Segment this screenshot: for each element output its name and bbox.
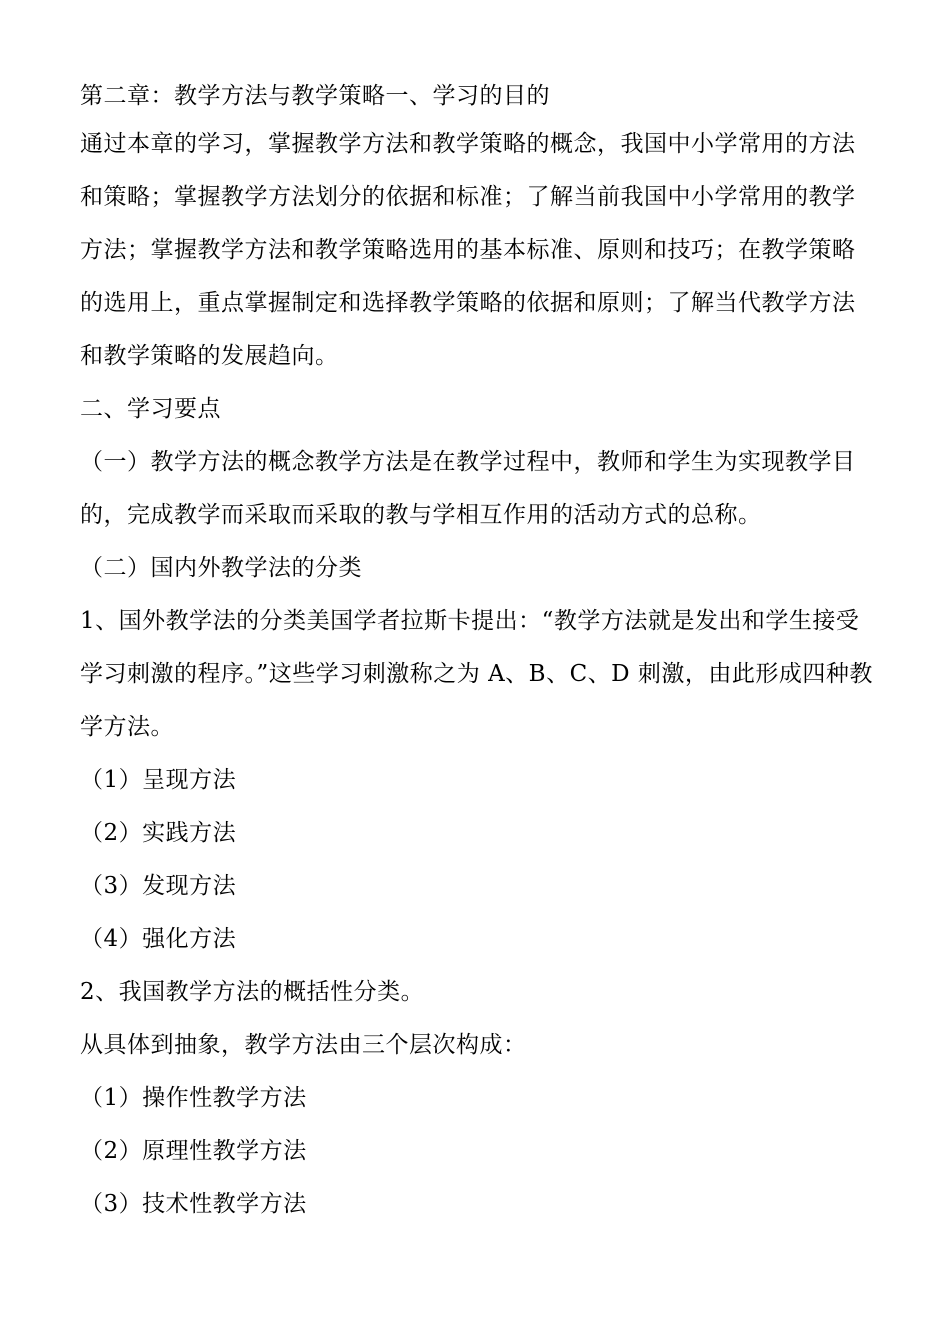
chapter-title: 第二章：教学方法与教学策略一、学习的目的 — [80, 83, 550, 109]
paragraph-line: 2、我国教学方法的概括性分类。 — [80, 979, 425, 1005]
list-item: （3）技术性教学方法 — [80, 1191, 307, 1217]
paragraph-line: 的，完成教学而采取而采取的教与学相互作用的活动方式的总称。 — [80, 502, 762, 528]
paragraph-line: 和教学策略的发展趋向。 — [80, 343, 339, 369]
list-item: （2）原理性教学方法 — [80, 1138, 307, 1164]
document-body — [80, 74, 880, 1231]
list-item: （1）呈现方法 — [80, 767, 237, 793]
list-item: （4）强化方法 — [80, 926, 237, 952]
subsection-heading: （二）国内外教学法的分类 — [80, 555, 362, 581]
list-item: （1）操作性教学方法 — [80, 1085, 307, 1111]
list-item: （3）发现方法 — [80, 873, 237, 899]
paragraph-line: 的选用上，重点掌握制定和选择教学策略的依据和原则；了解当代教学方法 — [80, 290, 856, 316]
paragraph-line: 和策略；掌握教学方法划分的依据和标准；了解当前我国中小学常用的教学 — [80, 184, 856, 210]
paragraph-line: 方法；掌握教学方法和教学策略选用的基本标准、原则和技巧；在教学策略 — [80, 237, 856, 263]
paragraph-line: 学方法。 — [80, 714, 174, 740]
paragraph-line: 通过本章的学习，掌握教学方法和教学策略的概念，我国中小学常用的方法 — [80, 131, 856, 157]
list-item: （2）实践方法 — [80, 820, 237, 846]
paragraph-line: （一）教学方法的概念教学方法是在教学过程中，教师和学生为实现教学目 — [80, 449, 856, 475]
paragraph-line: 学习刺激的程序。”这些学习刺激称之为 A、B、C、D 刺激，由此形成四种教 — [80, 661, 873, 687]
paragraph-line: 1、国外教学法的分类美国学者拉斯卡提出：“教学方法就是发出和学生接受 — [80, 608, 860, 634]
paragraph-line: 从具体到抽象，教学方法由三个层次构成： — [80, 1032, 527, 1058]
section-heading: 二、学习要点 — [80, 396, 221, 422]
